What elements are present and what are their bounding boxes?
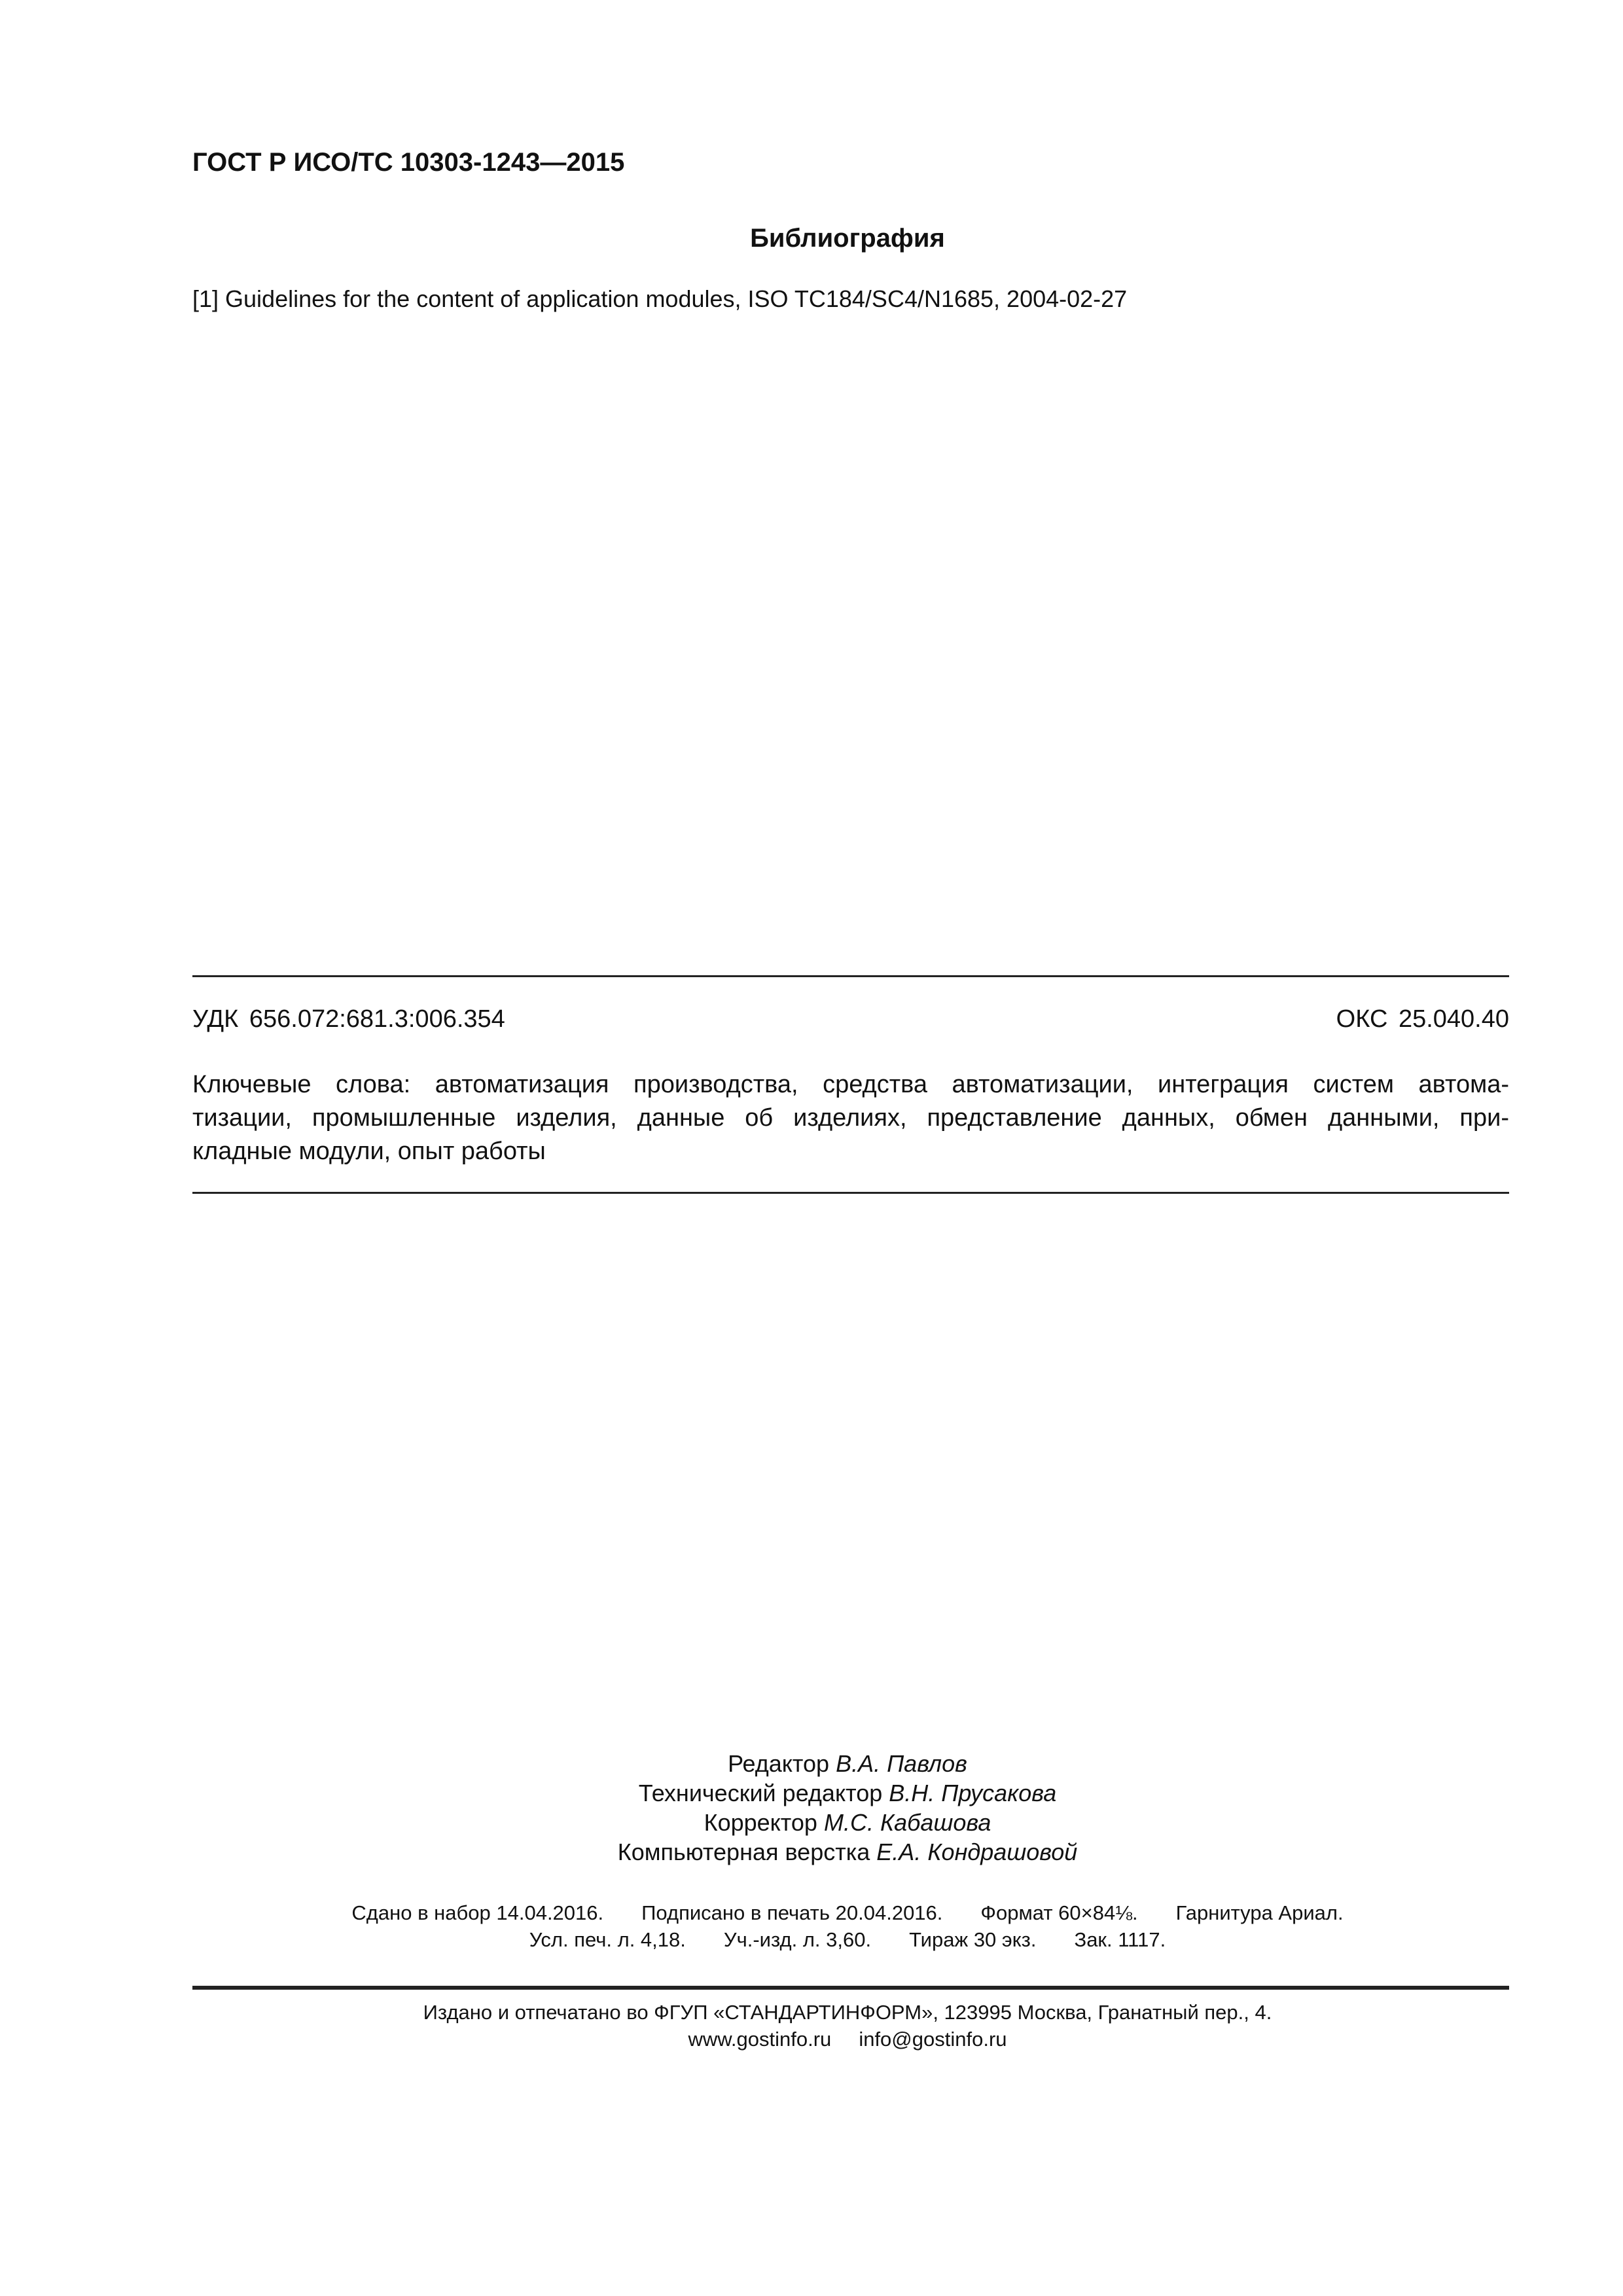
- bibliography-entry: [1] Guidelines for the content of application modules, ISO TC184/SC4/N1685, 2004-02-27: [192, 285, 1128, 312]
- keywords-line: кладные модули, опыт работы: [192, 1138, 546, 1165]
- print-sheets: Усл. печ. л. 4,18.: [529, 1928, 686, 1951]
- bibliography-heading: Библиография: [750, 224, 945, 253]
- website-link[interactable]: www.gostinfo.ru: [688, 2028, 832, 2051]
- signed-date: Подписано в печать 20.04.2016.: [641, 1901, 943, 1924]
- credit-name: Е.А. Кондрашовой: [876, 1839, 1078, 1865]
- credit-role: Технический редактор: [638, 1780, 883, 1806]
- credit-name: В.А. Павлов: [836, 1750, 967, 1777]
- udk-code: УДК 656.072:681.3:006.354: [192, 1005, 505, 1033]
- keywords-line: Ключевые слова: автоматизация производства, средства автоматизации, интеграция систем автома-: [192, 1071, 1509, 1098]
- keywords-paragraph: [192, 1068, 1509, 1168]
- submitted-date: Сдано в набор 14.04.2016.: [351, 1901, 604, 1924]
- oks-code: ОКС 25.040.40: [1336, 1005, 1509, 1033]
- credit-name: В.Н. Прусакова: [889, 1780, 1057, 1806]
- credit-role: Редактор: [728, 1750, 830, 1777]
- publisher-block: [0, 1999, 1623, 2053]
- credit-name: М.С. Кабашова: [823, 1809, 991, 1836]
- publisher-sheets: Уч.-изд. л. 3,60.: [723, 1928, 872, 1951]
- credit-proofreader: [0, 1808, 1623, 1837]
- divider-top: [192, 975, 1509, 977]
- divider-middle: [192, 1192, 1509, 1194]
- order-number: Зак. 1117.: [1074, 1928, 1166, 1951]
- keywords-line: тизации, промышленные изделия, данные об изделиях, представление данных, обмен данными, при-: [192, 1104, 1509, 1132]
- divider-bottom: [192, 1986, 1509, 1990]
- typeface: Гарнитура Ариал.: [1175, 1901, 1344, 1924]
- credit-editor: [0, 1749, 1623, 1778]
- paper-format: Формат 60×84⅛.: [980, 1901, 1138, 1924]
- print-info-line-1: [0, 1899, 1623, 1926]
- email-link[interactable]: info@gostinfo.ru: [859, 2028, 1007, 2051]
- credits-block: [0, 1749, 1623, 1867]
- publisher-contacts: [0, 2026, 1623, 2053]
- credit-role: Корректор: [704, 1809, 817, 1836]
- publisher-line: Издано и отпечатано во ФГУП «СТАНДАРТИНФОРМ», 123995 Москва, Гранатный пер., 4.: [423, 2001, 1272, 2024]
- print-info-block: [0, 1899, 1623, 1953]
- credit-role: Компьютерная верстка: [617, 1839, 870, 1865]
- print-info-line-2: [0, 1926, 1623, 1953]
- circulation: Тираж 30 экз.: [909, 1928, 1037, 1951]
- credit-technical-editor: [0, 1778, 1623, 1808]
- credit-layout: [0, 1837, 1623, 1867]
- standard-code-header: ГОСТ Р ИСО/ТС 10303-1243—2015: [192, 148, 625, 177]
